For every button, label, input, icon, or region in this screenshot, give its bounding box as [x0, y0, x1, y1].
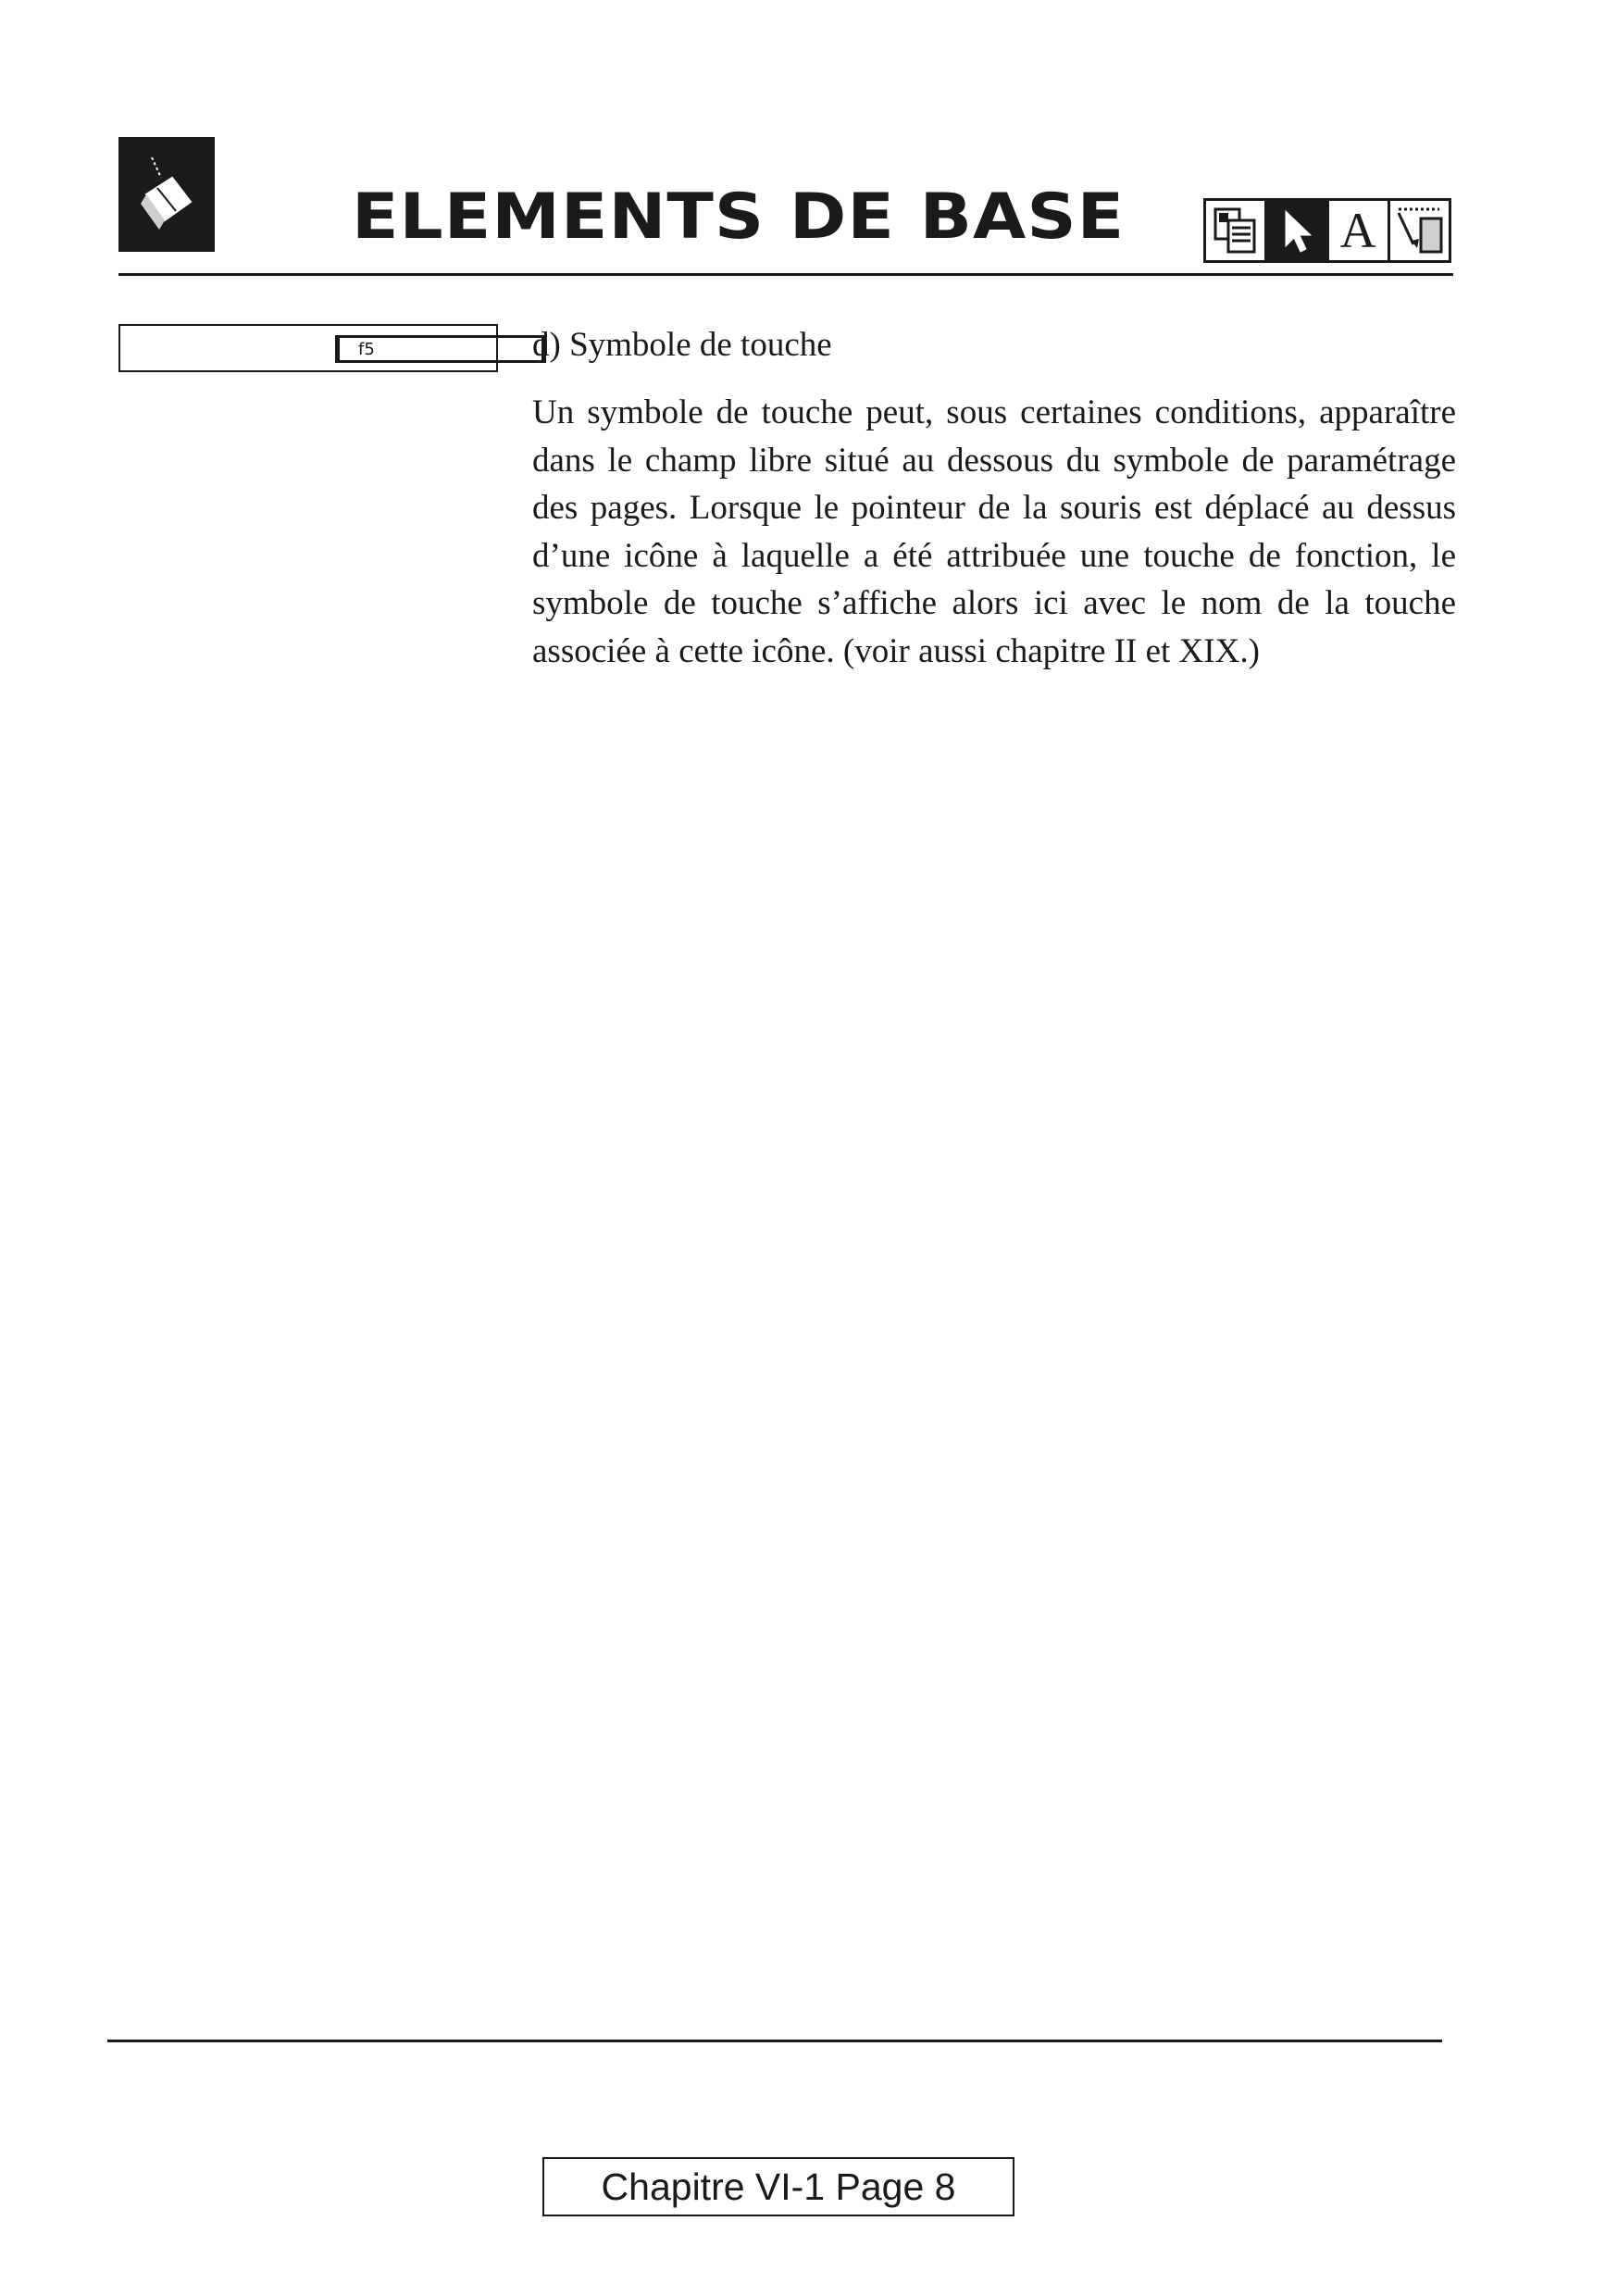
arrow-pointer-icon	[1271, 204, 1323, 257]
title-divider	[118, 273, 1453, 276]
tool-palette	[1203, 198, 1451, 263]
body-paragraph: Un symbole de touche peut, sous certaines conditions, apparaître dans le champ libre situé au dessous du symbole de paramétrage des pages. Lorsque le pointeur de la souris est déplacé au dessus d’une icône à laquelle a été attribuée une touche de fonction, le symbole de touche s’affiche alors ici avec le nom de la touche associée à cette icône. (voir aussi chapitre II et XIX.)	[532, 393, 1456, 670]
frame-tool[interactable]	[1390, 201, 1449, 260]
frame-tool-icon	[1391, 204, 1447, 257]
text-tool[interactable]	[1329, 201, 1390, 260]
page-layout-icon	[1210, 204, 1262, 257]
key-symbol: f5	[335, 335, 546, 363]
footer-divider	[107, 2040, 1442, 2042]
page-layout-tool[interactable]	[1206, 201, 1267, 260]
logo	[118, 137, 215, 252]
mouse-icon	[118, 137, 215, 252]
page-title: ELEMENTS DE BASE	[352, 180, 1126, 254]
section-heading: d) Symbole de touche	[532, 326, 832, 364]
key-symbol-field	[118, 324, 498, 372]
text-tool-icon: A	[1339, 203, 1376, 258]
page-number-box: Chapitre VI-1 Page 8	[542, 2157, 1014, 2216]
pointer-tool[interactable]	[1267, 201, 1328, 260]
